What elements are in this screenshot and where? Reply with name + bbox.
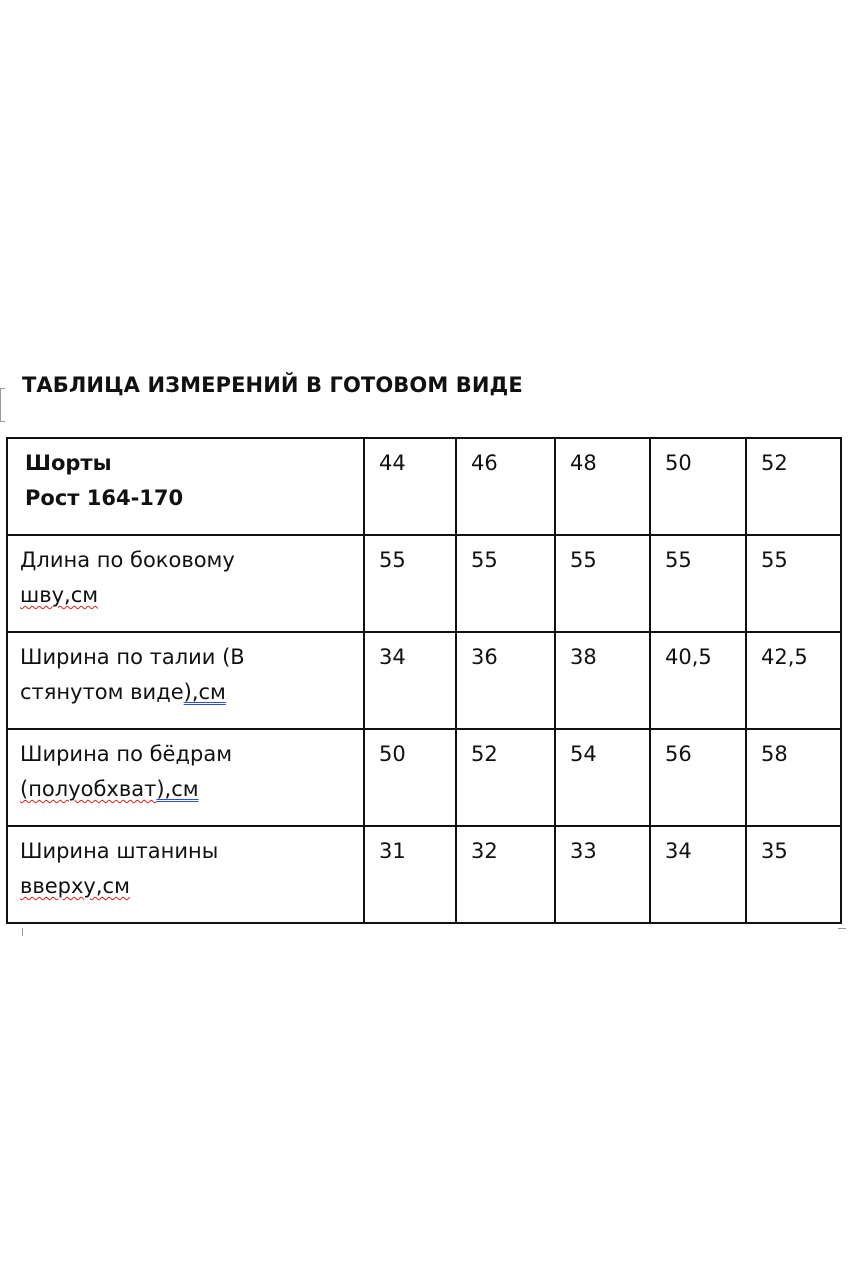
value-cell: 33: [555, 826, 650, 923]
value-cell: 42,5: [746, 632, 841, 729]
value-cell: 56: [650, 729, 746, 826]
value-cell: 35: [746, 826, 841, 923]
row-label-line: Длина по боковому: [20, 548, 235, 572]
header-label-cell: [7, 438, 364, 535]
spell-error-mark: вверху,см: [20, 874, 130, 898]
table-anchor-mark: [0, 388, 5, 422]
value-cell: 50: [364, 729, 456, 826]
table-row: [7, 826, 841, 923]
value-cell: 52: [456, 729, 555, 826]
value-cell: 58: [746, 729, 841, 826]
size-header-cell: 48: [555, 438, 650, 535]
value-cell: 40,5: [650, 632, 746, 729]
row-label-line: [20, 675, 363, 710]
table-row: [7, 535, 841, 632]
row-label-line: Ширина по талии (В: [20, 645, 245, 669]
size-header-cell: 52: [746, 438, 841, 535]
size-header-cell: 46: [456, 438, 555, 535]
table-end-tick: [838, 928, 846, 929]
table-row: [7, 632, 841, 729]
value-cell: 34: [364, 632, 456, 729]
row-label-line: [20, 869, 363, 904]
size-header-cell: 44: [364, 438, 456, 535]
grammar-mark: ),см: [156, 777, 199, 801]
row-label-text: стянутом виде: [20, 680, 184, 704]
value-cell: 31: [364, 826, 456, 923]
row-label-cell: [7, 535, 364, 632]
value-cell: 55: [555, 535, 650, 632]
grammar-mark: ),см: [183, 680, 226, 704]
value-cell: 32: [456, 826, 555, 923]
spell-error-mark: (полуобхват: [20, 777, 157, 801]
table-header-row: [7, 438, 841, 535]
value-cell: 55: [650, 535, 746, 632]
row-label-line: Ширина штанины: [20, 839, 219, 863]
value-cell: 38: [555, 632, 650, 729]
spell-error-mark: шву,см: [20, 583, 99, 607]
value-cell: 34: [650, 826, 746, 923]
row-label-line: Ширина по бёдрам: [20, 742, 233, 766]
row-label-cell: [7, 729, 364, 826]
value-cell: 55: [456, 535, 555, 632]
height-range: Рост 164-170: [25, 486, 184, 510]
row-label-line: [20, 772, 363, 807]
size-header-cell: 50: [650, 438, 746, 535]
table-end-tick: [22, 928, 23, 936]
table-title: ТАБЛИЦА ИЗМЕРЕНИЙ В ГОТОВОМ ВИДЕ: [22, 373, 523, 397]
value-cell: 55: [746, 535, 841, 632]
row-label-cell: [7, 632, 364, 729]
measurement-table: [6, 437, 842, 924]
table-row: [7, 729, 841, 826]
row-label-cell: [7, 826, 364, 923]
product-name: Шорты: [25, 451, 112, 475]
value-cell: 55: [364, 535, 456, 632]
row-label-line: [20, 578, 363, 613]
value-cell: 36: [456, 632, 555, 729]
value-cell: 54: [555, 729, 650, 826]
